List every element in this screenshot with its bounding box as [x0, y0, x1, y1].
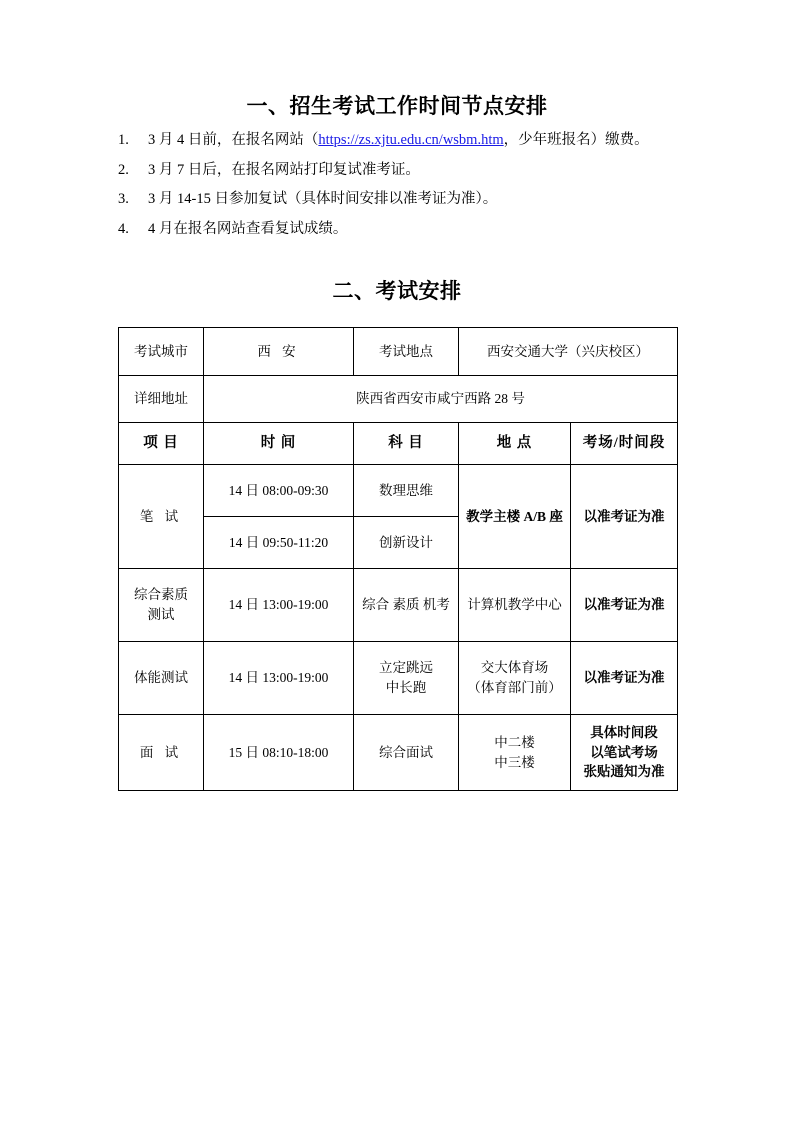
table-row-interview	[119, 715, 678, 791]
cell-place-comprehensive: 计算机教学中心	[459, 569, 571, 642]
cell-item-comprehensive-line1: 综合素质	[134, 587, 188, 603]
cell-item-written: 笔 试	[119, 465, 204, 569]
table-row-comprehensive	[119, 569, 678, 642]
table-header-row	[119, 423, 678, 465]
cell-subject-physical	[354, 642, 459, 715]
cell-room-comprehensive: 以准考证为准	[571, 569, 678, 642]
cell-place-physical-line2: （体育部门前）	[467, 680, 562, 695]
cell-subject-interview: 综合面试	[354, 715, 459, 791]
cell-place-physical-line1: 交大体育场	[480, 660, 549, 676]
list-item	[118, 192, 718, 207]
table-row-written-1	[119, 465, 678, 517]
cell-item-comprehensive-line2: 测试	[147, 607, 175, 622]
cell-place-interview-line2: 中三楼	[494, 754, 535, 770]
list-item-text: 3 月 4 日前，在报名网站（	[148, 132, 319, 148]
table-row-address	[119, 376, 678, 423]
column-header-subject: 科 目	[354, 423, 459, 465]
cell-room-interview-line1: 具体时间段	[590, 725, 658, 741]
list-item-text: 3 月 7 日后，在报名网站打印复试准考证。	[148, 161, 420, 178]
cell-venue-value: 西安交通大学（兴庆校区）	[459, 328, 678, 376]
cell-time-written-1: 14 日 08:00-09:30	[204, 465, 354, 517]
cell-city-label: 考试城市	[119, 328, 204, 376]
list-item-number: 1.	[118, 132, 129, 148]
section-one-heading: 一、招生考试工作时间节点安排	[246, 94, 548, 118]
cell-time-comprehensive: 14 日 13:00-19:00	[204, 569, 354, 642]
list-item-number: 2.	[118, 161, 129, 178]
exam-schedule-table	[118, 327, 678, 791]
cell-place-written: 教学主楼 A/B 座	[459, 465, 571, 569]
column-header-place: 地 点	[459, 423, 571, 465]
registration-site-link[interactable]: https://zs.xjtu.edu.cn/wsbm.htm	[318, 132, 504, 148]
cell-place-interview-line1: 中二楼	[494, 734, 535, 750]
cell-subject-physical-line1: 立定跳远	[379, 660, 433, 676]
cell-time-interview: 15 日 08:10-18:00	[204, 715, 354, 791]
cell-place-physical	[459, 642, 571, 715]
list-item-number: 3.	[118, 191, 129, 207]
cell-time-physical: 14 日 13:00-19:00	[204, 642, 354, 715]
cell-subject-written-2: 创新设计	[354, 517, 459, 569]
list-item-text-tail: ，少年班报名）缴费。	[503, 132, 649, 148]
cell-room-interview-line3: 张贴通知为准	[583, 764, 665, 780]
list-item	[118, 222, 718, 237]
cell-address-label: 详细地址	[119, 376, 204, 423]
list-item-text: 3 月 14-15 日参加复试（具体时间安排以准考证为准）。	[148, 191, 498, 207]
cell-venue-label: 考试地点	[354, 328, 459, 376]
list-item	[118, 133, 718, 148]
cell-item-physical: 体能测试	[119, 642, 204, 715]
cell-subject-comprehensive: 综合 素质 机考	[354, 569, 459, 642]
list-item-number: 4.	[118, 220, 129, 237]
column-header-time: 时 间	[204, 423, 354, 465]
cell-place-interview	[459, 715, 571, 791]
section-two-heading: 二、考试安排	[332, 279, 462, 303]
cell-subject-physical-line2: 中长跑	[385, 680, 427, 695]
list-item	[118, 163, 718, 178]
schedule-list	[118, 133, 718, 251]
column-header-item: 项 目	[119, 423, 204, 465]
cell-time-written-2: 14 日 09:50-11:20	[204, 517, 354, 569]
cell-room-interview	[571, 715, 678, 791]
cell-item-interview: 面 试	[119, 715, 204, 791]
table-row-physical	[119, 642, 678, 715]
cell-address-value: 陕西省西安市咸宁西路 28 号	[204, 376, 678, 423]
list-item-text: 4 月在报名网站查看复试成绩。	[148, 220, 348, 237]
cell-room-interview-line2: 以笔试考场	[590, 744, 658, 760]
cell-subject-written-1: 数理思维	[354, 465, 459, 517]
column-header-room: 考场/时间段	[571, 423, 678, 465]
cell-room-written: 以准考证为准	[571, 465, 678, 569]
cell-item-comprehensive	[119, 569, 204, 642]
cell-city-value: 西 安	[204, 328, 354, 376]
table-row-city	[119, 328, 678, 376]
cell-room-physical: 以准考证为准	[571, 642, 678, 715]
